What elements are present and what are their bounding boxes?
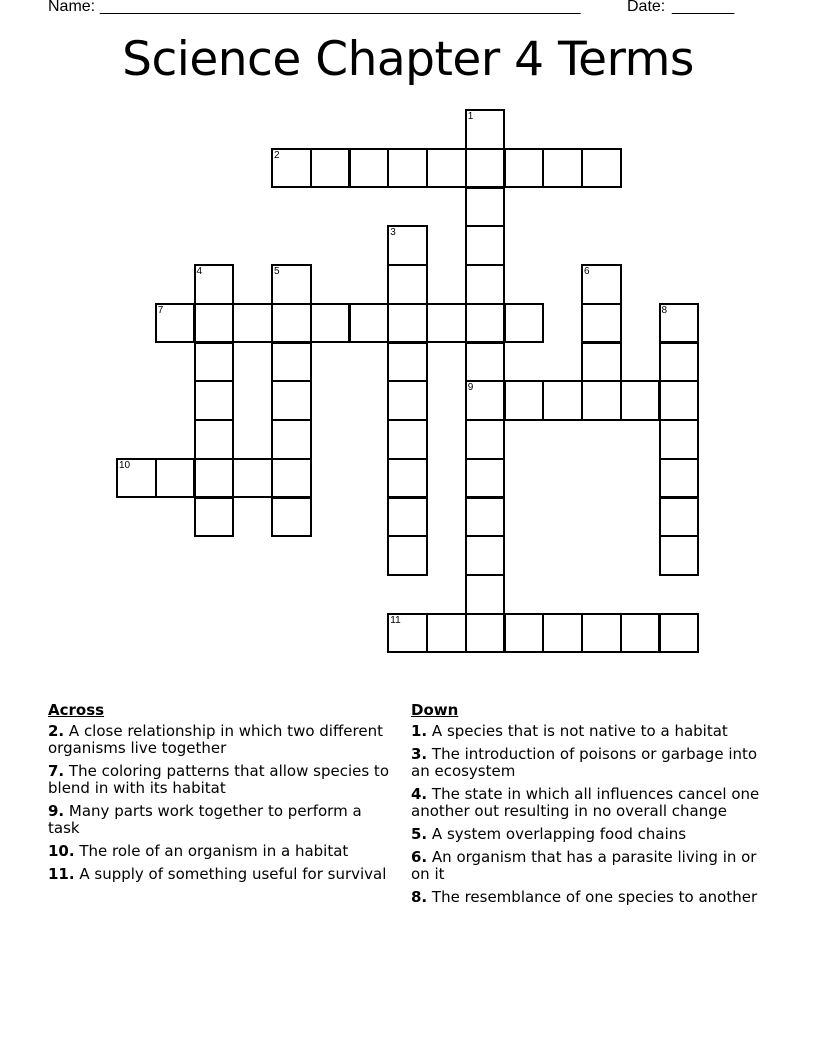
crossword-cell[interactable] xyxy=(271,264,312,305)
crossword-cell[interactable] xyxy=(659,380,700,421)
crossword-cell[interactable] xyxy=(387,264,428,305)
down-clue xyxy=(411,786,761,820)
across-clue xyxy=(48,843,393,860)
crossword-cell[interactable] xyxy=(387,535,428,576)
crossword-cell[interactable] xyxy=(504,613,545,654)
crossword-cell[interactable] xyxy=(194,342,235,383)
crossword-cell[interactable] xyxy=(465,303,506,344)
crossword-cell[interactable] xyxy=(387,148,428,189)
down-clue xyxy=(411,826,761,843)
crossword-cell[interactable] xyxy=(387,225,428,266)
across-heading: Across xyxy=(48,701,105,719)
clue-number: 3 xyxy=(390,227,396,239)
crossword-cell[interactable] xyxy=(659,458,700,499)
clue-text: A species that is not native to a habitat xyxy=(427,722,728,740)
crossword-cell[interactable] xyxy=(271,303,312,344)
crossword-cell[interactable] xyxy=(465,225,506,266)
down-clue xyxy=(411,849,761,883)
crossword-cell[interactable] xyxy=(271,380,312,421)
crossword-cell[interactable] xyxy=(116,458,157,499)
crossword-cell[interactable] xyxy=(155,458,196,499)
crossword-cell[interactable] xyxy=(620,613,661,654)
clue-number: 8 xyxy=(661,304,668,316)
down-heading: Down xyxy=(411,701,459,719)
clue-number-label: 9. xyxy=(48,802,65,820)
crossword-cell[interactable] xyxy=(465,535,506,576)
crossword-cell[interactable] xyxy=(465,574,506,615)
clue-number: 6 xyxy=(584,266,590,277)
clue-number-label: 8. xyxy=(411,888,428,906)
crossword-cell[interactable] xyxy=(426,148,467,189)
crossword-cell[interactable] xyxy=(387,342,428,383)
clue-text: A supply of something useful for survival xyxy=(74,865,387,883)
crossword-cell[interactable] xyxy=(542,380,583,421)
crossword-cell[interactable] xyxy=(232,458,273,499)
crossword-cell[interactable] xyxy=(271,342,312,383)
clue-text: A system overlapping food chains xyxy=(427,825,687,843)
crossword-cell[interactable] xyxy=(465,187,506,228)
crossword-cell[interactable] xyxy=(426,613,467,654)
name-field[interactable]: ______________________________________________________ xyxy=(100,0,581,15)
crossword-cell[interactable] xyxy=(542,613,583,654)
crossword-cell[interactable] xyxy=(310,148,351,189)
page-title: Science Chapter 4 Terms xyxy=(122,32,694,87)
date-field[interactable]: _______ xyxy=(672,0,735,15)
clue-number: 5 xyxy=(274,266,280,277)
crossword-cell[interactable] xyxy=(271,497,312,538)
crossword-cell[interactable] xyxy=(194,380,235,421)
across-clue xyxy=(48,866,393,883)
crossword-cell[interactable] xyxy=(504,148,545,189)
clue-text: A close relationship in which two different organisms live together xyxy=(48,722,383,757)
crossword-cell[interactable] xyxy=(232,303,273,344)
down-clues xyxy=(411,702,761,912)
crossword-cell[interactable] xyxy=(659,535,700,576)
crossword-cell[interactable] xyxy=(659,497,700,538)
clue-number-label: 3. xyxy=(411,745,428,763)
clue-text: An organism that has a parasite living in or on it xyxy=(411,848,757,883)
crossword-cell[interactable] xyxy=(426,303,467,344)
crossword-cell[interactable] xyxy=(271,148,312,189)
crossword-cell[interactable] xyxy=(465,148,506,189)
crossword-cell[interactable] xyxy=(194,419,235,460)
crossword-cell[interactable] xyxy=(194,303,235,344)
clue-number: 11 xyxy=(390,614,401,626)
clue-number-label: 11. xyxy=(48,865,75,883)
crossword-cell[interactable] xyxy=(581,148,622,189)
crossword-cell[interactable] xyxy=(465,380,506,421)
clue-number-label: 7. xyxy=(48,762,65,780)
clue-text: The role of an organism in a habitat xyxy=(74,842,349,860)
clue-number-label: 10. xyxy=(48,842,75,860)
crossword-cell[interactable] xyxy=(465,613,506,654)
crossword-cell[interactable] xyxy=(659,303,700,344)
crossword-cell[interactable] xyxy=(387,419,428,460)
down-clue xyxy=(411,889,761,906)
name-label: Name: xyxy=(48,0,96,15)
crossword-cell[interactable] xyxy=(387,458,428,499)
clue-number: 1 xyxy=(467,111,474,122)
crossword-cell[interactable] xyxy=(465,264,506,305)
crossword-cell[interactable] xyxy=(465,419,506,460)
crossword-cell[interactable] xyxy=(581,613,622,654)
crossword-cell[interactable] xyxy=(659,342,700,383)
across-clues xyxy=(48,702,393,889)
crossword-cell[interactable] xyxy=(310,303,351,344)
crossword-cell[interactable] xyxy=(271,458,312,499)
across-clue xyxy=(48,803,393,837)
clue-number-label: 4. xyxy=(411,785,428,803)
clue-text: The state in which all influences cancel one another out resulting in no overall change xyxy=(411,785,760,820)
crossword-cell[interactable] xyxy=(387,380,428,421)
crossword-cell[interactable] xyxy=(581,380,622,421)
crossword-cell[interactable] xyxy=(659,613,700,654)
across-clue xyxy=(48,763,393,797)
crossword-cell[interactable] xyxy=(581,303,622,344)
clue-number-label: 2. xyxy=(48,722,65,740)
clue-text: Many parts work together to perform a task xyxy=(48,802,362,837)
crossword-cell[interactable] xyxy=(620,380,661,421)
crossword-cell[interactable] xyxy=(194,497,235,538)
crossword-cell[interactable] xyxy=(465,342,506,383)
crossword-cell[interactable] xyxy=(465,497,506,538)
crossword-cell[interactable] xyxy=(349,148,390,189)
crossword-cell[interactable] xyxy=(194,264,235,305)
date-label: Date: xyxy=(627,0,666,15)
crossword-cell[interactable] xyxy=(581,264,622,305)
crossword-cell[interactable] xyxy=(504,380,545,421)
crossword-cell[interactable] xyxy=(387,303,428,344)
down-clue xyxy=(411,746,761,780)
down-clue xyxy=(411,723,761,740)
crossword-cell[interactable] xyxy=(581,342,622,383)
clue-number: 4 xyxy=(196,266,203,277)
crossword-cell[interactable] xyxy=(271,419,312,460)
crossword-cell[interactable] xyxy=(465,458,506,499)
clue-number: 9 xyxy=(467,382,474,394)
clue-number: 10 xyxy=(119,459,131,471)
crossword-cell[interactable] xyxy=(542,148,583,189)
clue-text: The coloring patterns that allow species to blend in with its habitat xyxy=(48,762,389,797)
clue-text: The introduction of poisons or garbage into an ecosystem xyxy=(411,745,758,780)
crossword-cell[interactable] xyxy=(155,303,196,344)
crossword-cell[interactable] xyxy=(349,303,390,344)
clue-number-label: 5. xyxy=(411,825,428,843)
crossword-cell[interactable] xyxy=(659,419,700,460)
crossword-cell[interactable] xyxy=(194,458,235,499)
across-clue xyxy=(48,723,393,757)
clue-number-label: 1. xyxy=(411,722,428,740)
clue-number: 7 xyxy=(157,304,164,316)
crossword-cell[interactable] xyxy=(504,303,545,344)
crossword-cell[interactable] xyxy=(387,613,428,654)
clue-number-label: 6. xyxy=(411,848,428,866)
crossword-cell[interactable] xyxy=(387,497,428,538)
clue-text: The resemblance of one species to another xyxy=(427,888,758,906)
crossword-cell[interactable] xyxy=(465,109,506,150)
clue-number: 2 xyxy=(274,149,280,161)
